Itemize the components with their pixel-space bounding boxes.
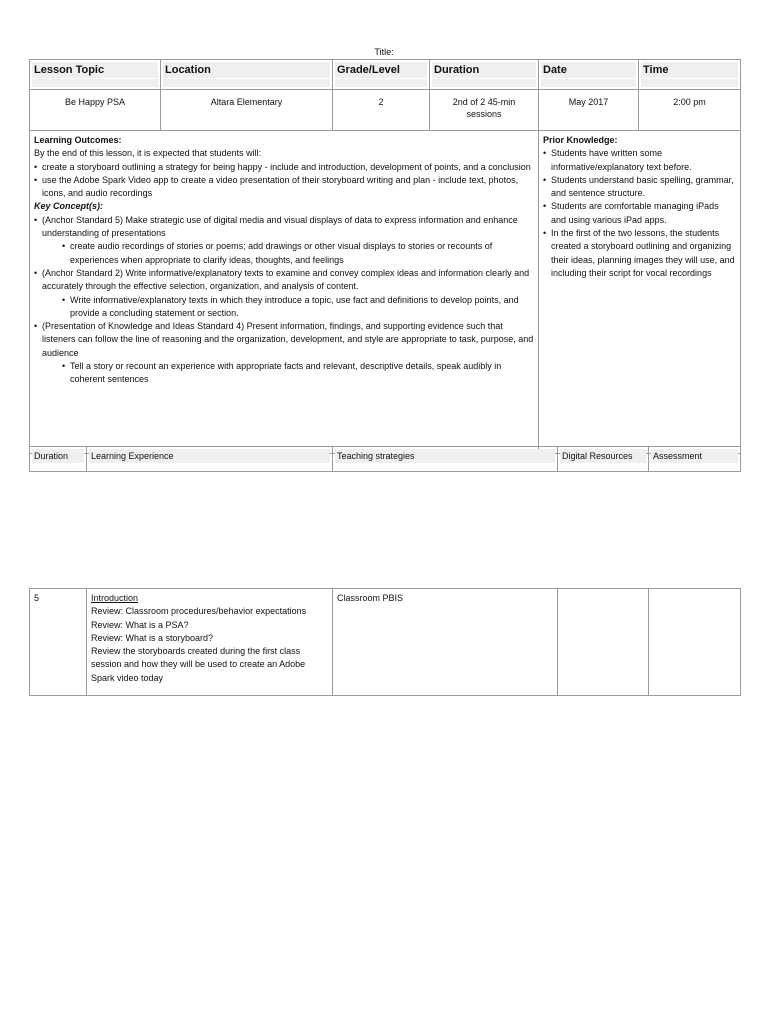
list-item: • (Anchor Standard 5) Make strategic use of digital media and visual displays of data to express information and enhance understanding of presentations • create audio recordings of stories or poems; add drawings or other visual displays to stories or recounts of experiences when appropriate to clarify ideas, thoughts, and feelings bbox=[42, 214, 534, 267]
row-duration: 5 bbox=[30, 589, 87, 696]
value-topic: Be Happy PSA bbox=[30, 90, 161, 131]
list-item: • Tell a story or recount an experience with appropriate facts and relevant, descriptive details, speak audibly in coherent sentences bbox=[70, 360, 534, 387]
plan-header-row bbox=[30, 447, 741, 472]
list-item: • Students understand basic spelling, grammar, and sentence structure. bbox=[551, 174, 736, 201]
document-title: Title: bbox=[374, 47, 394, 57]
row-digital-resources bbox=[558, 589, 649, 696]
header-cell-grade: Grade/Level bbox=[333, 60, 430, 90]
header-cell-date: Date bbox=[539, 60, 639, 90]
learning-outcomes-heading: Learning Outcomes: bbox=[34, 135, 122, 145]
table-row bbox=[30, 589, 741, 696]
value-date: May 2017 bbox=[539, 90, 639, 131]
list-item: • create a storyboard outlining a strategy for being happy - include and introduction, development of points, and a conclusion bbox=[42, 161, 534, 174]
value-time: 2:00 pm bbox=[639, 90, 741, 131]
concepts-list bbox=[34, 214, 534, 387]
value-location: Altara Elementary bbox=[161, 90, 333, 131]
header-cell-time: Time bbox=[639, 60, 741, 90]
sub-list bbox=[42, 294, 534, 321]
header-cell-topic: Lesson Topic bbox=[30, 60, 161, 90]
col-teaching-strategies: Teaching strategies bbox=[333, 447, 558, 472]
row-line: Review: Classroom procedures/behavior expectations bbox=[91, 606, 307, 617]
key-concepts-heading: Key Concept(s): bbox=[34, 201, 104, 212]
row-line: Review the storyboards created during the first class session and how they will be used to create an Adobe Spark video today bbox=[91, 646, 306, 683]
list-item: • use the Adobe Spark Video app to create a video presentation of their storyboard writing and plan - include text, photos, icons, and audio recordings bbox=[42, 174, 534, 201]
sub-list bbox=[42, 240, 534, 267]
learning-outcomes-cell bbox=[30, 131, 539, 454]
row-line: Review: What is a storyboard? bbox=[91, 632, 214, 643]
list-item: • Students are comfortable managing iPads and using various iPad apps. bbox=[551, 200, 736, 227]
outcomes-row bbox=[30, 131, 741, 454]
prior-knowledge-cell bbox=[539, 131, 741, 454]
list-item: • (Presentation of Knowledge and Ideas Standard 4) Present information, findings, and supporting evidence such that listeners can follow the line of reasoning and the organization, development, and style are appropriate to task, purpose, and audience • Tell a story or recount an experience with appropriate facts and relevant, descriptive details, speak audibly in coherent sentences bbox=[42, 320, 534, 386]
col-assessment: Assessment bbox=[649, 447, 741, 472]
lesson-plan-table bbox=[29, 59, 741, 454]
sub-list bbox=[42, 360, 534, 387]
list-item: • create audio recordings of stories or poems; add drawings or other visual displays to stories or recounts of experiences when appropriate to clarify ideas, thoughts, and feelings bbox=[70, 240, 534, 267]
prior-list bbox=[543, 147, 736, 280]
row-learning-experience bbox=[87, 589, 333, 696]
value-duration: 2nd of 2 45-min sessions bbox=[430, 90, 539, 131]
col-duration: Duration bbox=[30, 447, 87, 472]
col-learning-experience: Learning Experience bbox=[87, 447, 333, 472]
row-heading: Introduction bbox=[91, 593, 139, 603]
row-line: Review: What is a PSA? bbox=[91, 619, 189, 630]
learning-outcomes-intro: By the end of this lesson, it is expected that students will: bbox=[34, 148, 262, 159]
list-item: • In the first of the two lessons, the students created a storyboard outlining and organizing their ideas, planning images they will use, and including their script for vocal recordings bbox=[551, 227, 736, 280]
plan-columns-table bbox=[29, 446, 741, 472]
values-row bbox=[30, 90, 741, 131]
list-item: • Students have written some informative/explanatory text before. bbox=[551, 147, 736, 174]
list-item: • Write informative/explanatory texts in which they introduce a topic, use fact and definitions to develop points, and provide a concluding statement or section. bbox=[70, 294, 534, 321]
outcomes-list bbox=[34, 161, 534, 201]
plan-row-table bbox=[29, 588, 741, 696]
row-assessment bbox=[649, 589, 741, 696]
list-item: • (Anchor Standard 2) Write informative/explanatory texts to examine and convey complex ideas and information clearly and accurately through the effective selection, organization, and analysis of content. • Write informative/explanatory texts in which they introduce a topic, use fact and definitions to develop points, and provide a concluding statement or section. bbox=[42, 267, 534, 320]
value-grade: 2 bbox=[333, 90, 430, 131]
header-row bbox=[30, 60, 741, 90]
prior-knowledge-heading: Prior Knowledge: bbox=[543, 135, 618, 145]
col-digital-resources: Digital Resources bbox=[558, 447, 649, 472]
row-teaching-strategies: Classroom PBIS bbox=[333, 589, 558, 696]
header-cell-location: Location bbox=[161, 60, 333, 90]
header-cell-duration: Duration bbox=[430, 60, 539, 90]
